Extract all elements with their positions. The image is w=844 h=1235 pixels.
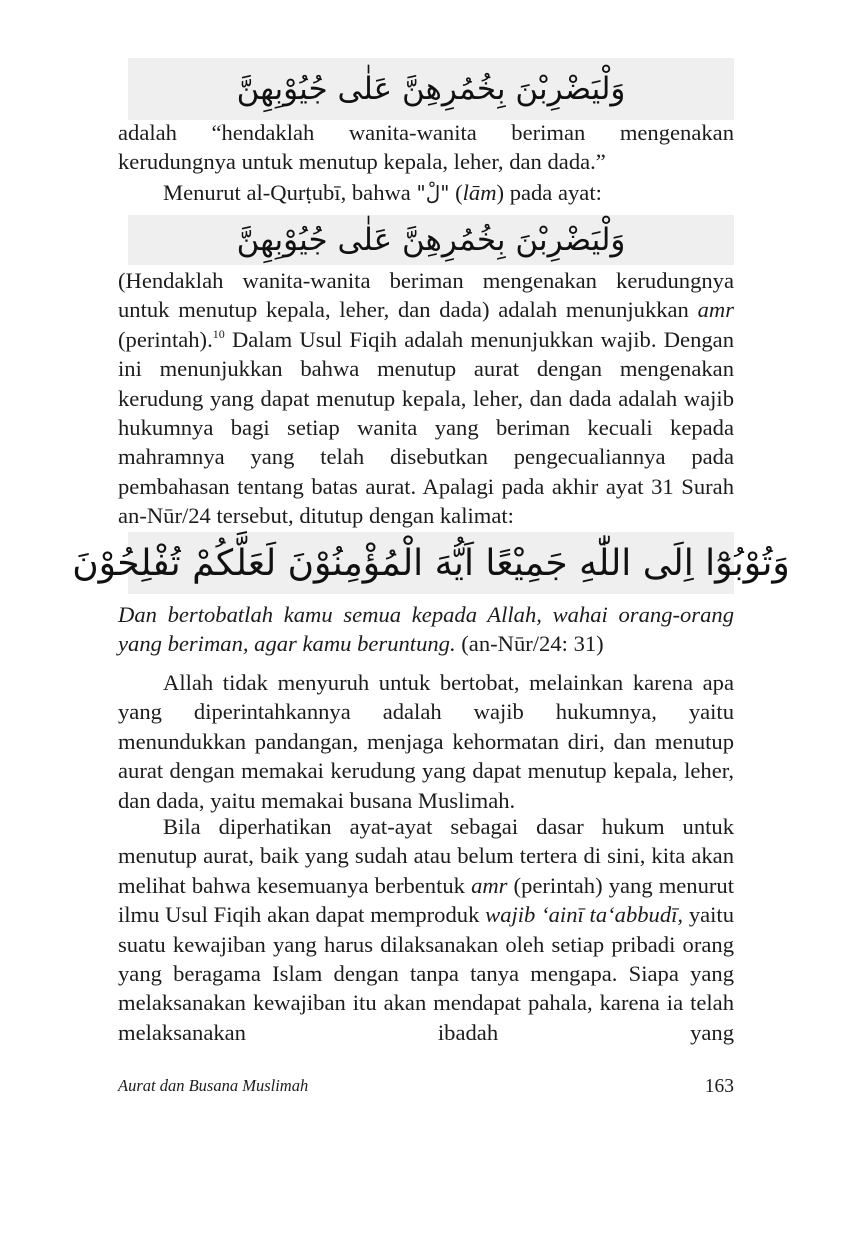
term-wajib-aini: wajib ‘ainī ta‘abbudī, (485, 902, 684, 928)
running-footer-title: Aurat dan Busana Muslimah (118, 1076, 309, 1095)
term-amr: amr (697, 297, 734, 323)
paragraph-usul-fiqih (118, 812, 734, 1047)
paragraph-amr-explanation (118, 266, 734, 531)
paragraph-verse-meaning: adalah “hendaklah wanita-wanita beriman mengenakan kerudungnya untuk menutup kepala, leher, dan dada.” (118, 120, 734, 175)
translation-text: Dan bertobatlah kamu semua kepada Allah, wahai orang-orang yang beriman, agar kamu beruntung. (118, 602, 734, 657)
quran-verse-block-2 (128, 215, 734, 265)
text-run: (Hendaklah wanita-wanita beriman mengenakan kerudungnya untuk menutup kepala, leher, dan dada) adalah menunjukkan (118, 268, 734, 323)
lam-glyph: "لْ" (416, 181, 450, 205)
paragraph-qurtubi-intro (118, 178, 734, 208)
arabic-verse-text: وَتُوْبُوْٓا اِلَى اللّٰهِ جَمِيْعًا اَيُّهَ الْمُؤْمِنُوْنَ لَعَلَّكُمْ تُفْلِحُوْنَ (72, 542, 790, 584)
quran-verse-block-3 (72, 532, 790, 594)
text-run: Bila diperhatikan ayat-ayat sebagai dasar hukum untuk menutup aurat, baik yang sudah atau belum tertera di sini, kita akan melihat bahwa kesemuanya berbentuk (118, 814, 734, 898)
footnote-ref: 10 (212, 326, 225, 341)
text-run: (perintah). (118, 326, 213, 352)
lam-transliteration: lām (462, 180, 497, 205)
page-number: 163 (704, 1076, 734, 1097)
arabic-verse-text: وَلْيَضْرِبْنَ بِخُمُرِهِنَّ عَلٰى جُيُوْبِهِنَّ (236, 222, 626, 258)
arabic-verse-text: وَلْيَضْرِبْنَ بِخُمُرِهِنَّ عَلٰى جُيُوْبِهِنَّ (236, 71, 626, 107)
text-run: Dalam Usul Fiqih adalah menunjukkan wajib. Dengan ini menunjukkan bahwa menutup aurat dengan mengenakan kerudung yang dapat menutup kepala, leher, dan dada adalah wajib hukumnya bagi setiap wanita yang beriman kecuali kepada mahramnya yang telah disebutkan pengecualiannya pada pembahasan tentang batas aurat. Apalagi pada akhir ayat 31 Surah an-Nūr/24 tersebut, ditutup dengan kalimat: (118, 326, 734, 529)
paren-open: ( (449, 180, 463, 205)
qurtubi-intro-end: ) pada ayat: (496, 180, 602, 205)
paragraph-repentance: Allah tidak menyuruh untuk bertobat, melainkan karena apa yang diperintahkannya adalah wajib hukumnya, yaitu menundukkan pandangan, menjaga kehormatan diri, dan menutup aurat dengan memakai kerudung yang dapat menutup kepala, leher, dan dada, yaitu memakai busana Muslimah. (118, 670, 734, 813)
term-amr: amr (471, 872, 508, 898)
qurtubi-intro-text: Menurut al-Qurṭubī, bahwa (163, 180, 417, 205)
quran-verse-block-1 (128, 58, 734, 120)
text-run: (perintah) yang menurut ilmu Usul Fiqih akan dapat memproduk (118, 872, 734, 928)
text-run: yaitu suatu kewajiban yang harus dilaksanakan oleh setiap pribadi orang yang beragama Islam dengan tanpa tanya mengapa. Siapa yang melaksanakan kewajiban itu akan mendapat pahala, karena ia telah melaksanakan ibadah yang (118, 902, 734, 1045)
citation: (an-Nūr/24: 31) (455, 631, 604, 657)
paragraph-verse-translation (118, 600, 734, 659)
